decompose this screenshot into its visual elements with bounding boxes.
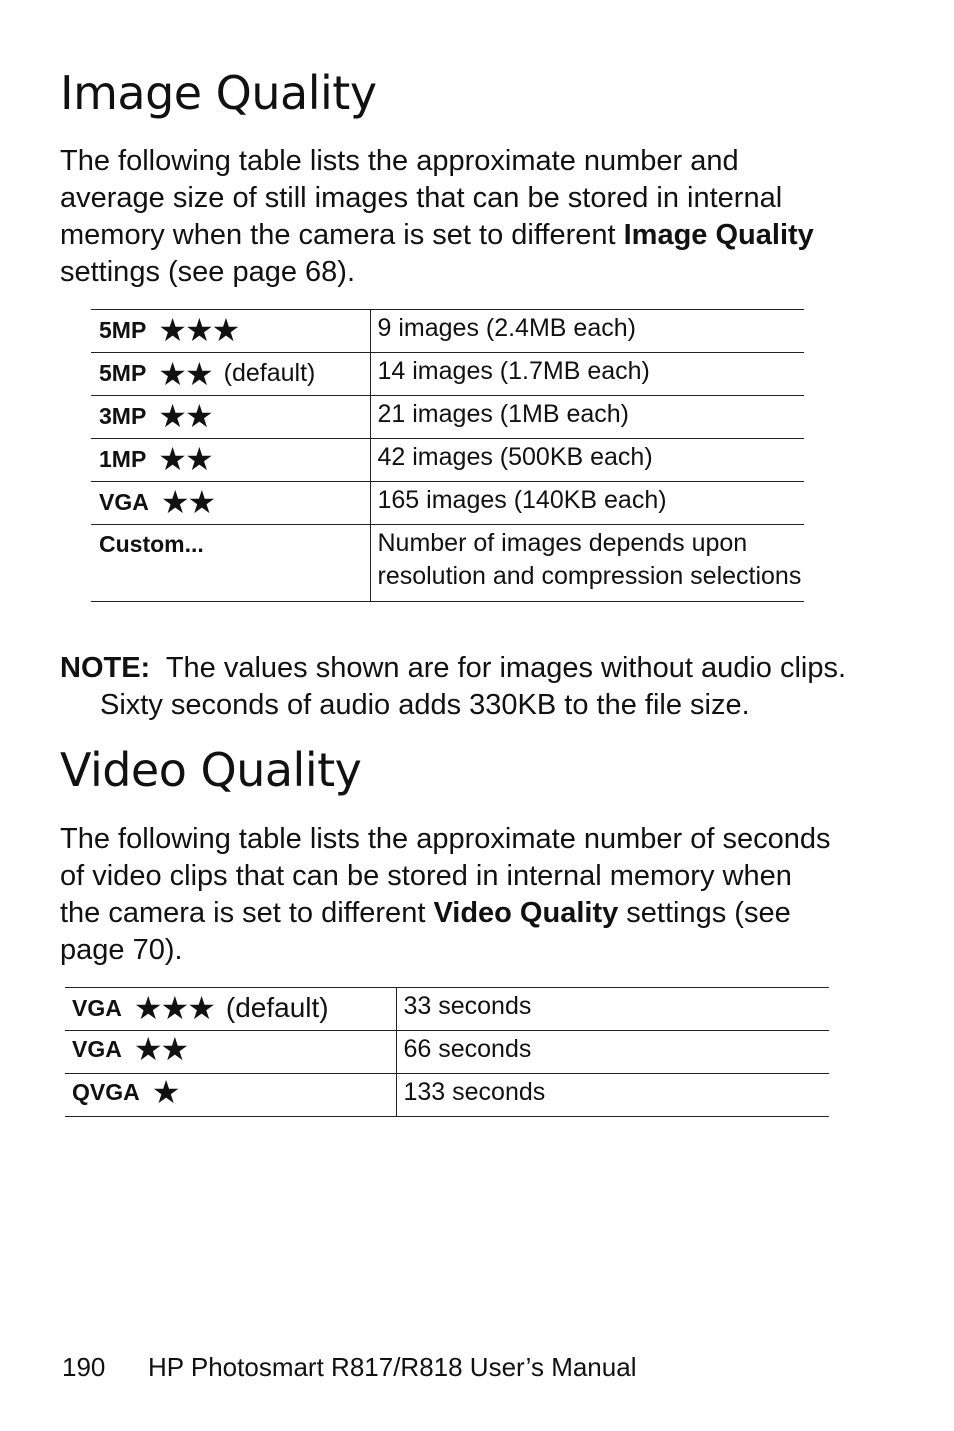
setting-label: VGA — [99, 488, 149, 515]
video-quality-table — [65, 987, 829, 1117]
manual-title: HP Photosmart R817/R818 User’s Manual — [148, 1352, 637, 1382]
table-row — [91, 482, 804, 525]
image-intro-end: settings (see page 68). — [60, 256, 356, 288]
image-quality-table — [91, 309, 804, 602]
setting-cell — [65, 1074, 396, 1117]
table-row — [91, 353, 804, 396]
video-intro-text: The following table lists the approximate number of seconds of video clips that can be stored in internal memory when the camera is set to different — [60, 823, 831, 929]
star-rating-icon: ★ — [151, 1074, 179, 1110]
setting-label: 5MP — [99, 316, 147, 343]
video-intro-end: settings (see page 70). — [60, 897, 791, 966]
setting-cell — [65, 988, 396, 1031]
setting-label: 5MP — [99, 360, 147, 386]
table-row — [65, 988, 829, 1031]
star-rating-icon: ★★ — [160, 484, 215, 520]
table-row — [91, 439, 804, 482]
table-row — [91, 396, 804, 439]
setting-label: QVGA — [72, 1078, 140, 1105]
star-rating-icon: ★★ — [158, 355, 212, 392]
star-rating-icon: ★★ — [158, 398, 212, 434]
setting-cell — [65, 1031, 396, 1074]
video-quality-heading: Video Quality — [60, 743, 362, 797]
table-row — [65, 1074, 829, 1117]
star-rating-icon: ★★ — [158, 441, 212, 477]
setting-label: VGA — [72, 994, 122, 1021]
setting-label: VGA — [72, 1035, 122, 1062]
setting-label: Custom... — [99, 531, 204, 557]
setting-cell — [91, 310, 370, 353]
table-row — [91, 525, 804, 602]
star-rating-icon: ★★ — [133, 1031, 188, 1067]
value-cell: 33 seconds — [396, 988, 829, 1031]
setting-label: 1MP — [99, 445, 147, 472]
setting-cell — [91, 353, 370, 396]
setting-cell — [91, 525, 370, 602]
image-quality-intro — [60, 143, 820, 291]
value-cell: 21 images (1MB each) — [370, 396, 804, 439]
page-footer — [62, 1352, 636, 1383]
note-line-1: The values shown are for images without audio clips. — [165, 652, 847, 684]
table-row — [65, 1031, 829, 1074]
video-intro-bold: Video Quality — [433, 897, 619, 929]
page-number: 190 — [62, 1352, 106, 1382]
value-cell: 66 seconds — [396, 1031, 829, 1074]
default-label: (default) — [223, 359, 316, 387]
note-label: NOTE: — [60, 652, 151, 684]
value-cell: Number of images depends upon resolution and compression selections — [370, 525, 804, 602]
setting-label: 3MP — [99, 402, 147, 429]
value-cell: 133 seconds — [396, 1074, 829, 1117]
image-intro-bold: Image Quality — [623, 219, 814, 251]
setting-cell — [91, 439, 370, 482]
value-cell: 42 images (500KB each) — [370, 439, 804, 482]
note-line-2: Sixty seconds of audio adds 330KB to the file size. — [100, 689, 750, 721]
image-intro-text: The following table lists the approximate number and average size of still images that can be stored in internal memory when the camera is set to different — [60, 145, 783, 251]
default-label: (default) — [225, 992, 329, 1023]
value-cell: 9 images (2.4MB each) — [370, 310, 804, 353]
value-cell: 14 images (1.7MB each) — [370, 353, 804, 396]
value-cell: 165 images (140KB each) — [370, 482, 804, 525]
image-note — [60, 650, 860, 724]
setting-cell — [91, 482, 370, 525]
video-quality-intro — [60, 821, 840, 969]
table-row — [91, 310, 804, 353]
setting-cell — [91, 396, 370, 439]
star-rating-icon: ★★★ — [158, 312, 239, 348]
star-rating-icon: ★★★ — [133, 990, 214, 1026]
image-quality-heading: Image Quality — [60, 66, 377, 120]
